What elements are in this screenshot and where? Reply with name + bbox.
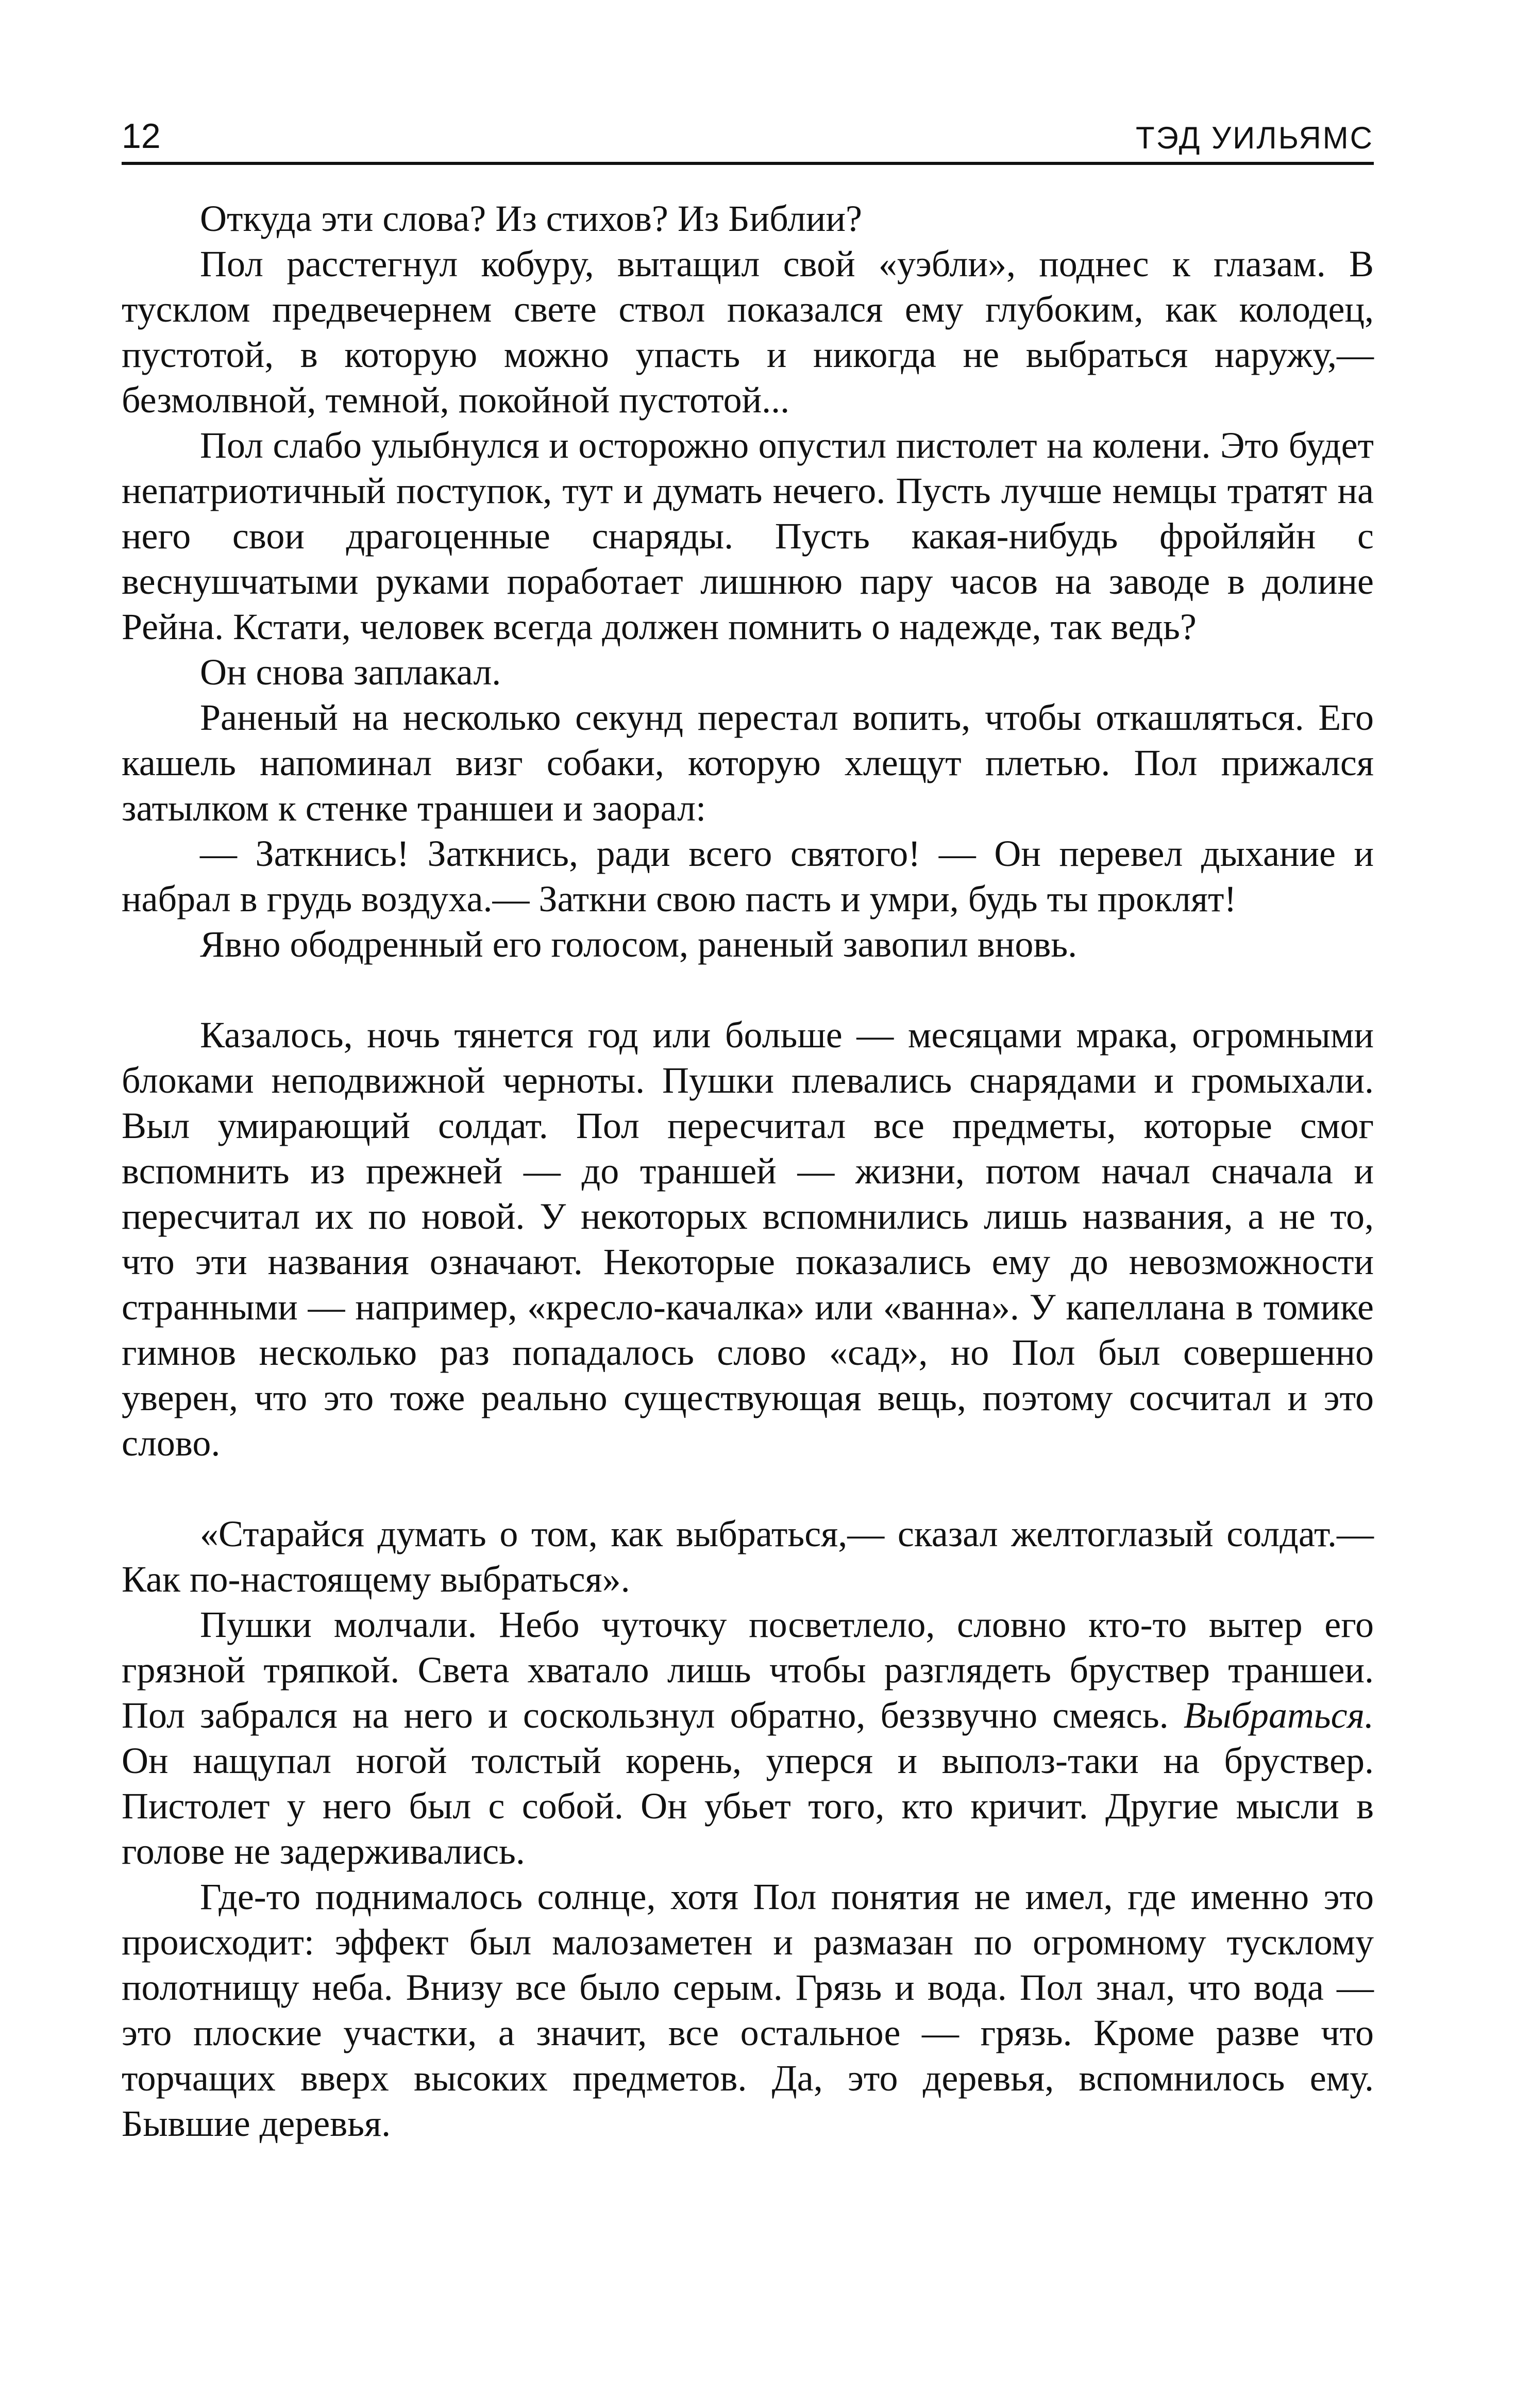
header-rule — [122, 162, 1374, 165]
page-number: 12 — [122, 116, 161, 156]
paragraph: «Старайся думать о том, как выбраться,— сказал желтоглазый солдат.— Как по-настоящему выбраться». — [122, 1513, 1374, 1600]
paragraph: Где-то поднималось солнце, хотя Пол понятия не имел, где именно это происходит: эффект был малозаметен и размазан по огромному тусклому полотнищу неба. Внизу все было серым. Грязь и вода. Пол знал, что вода — это плоские участки, а значит, все остальное — грязь. Кроме разве что торчащих вверх высоких предметов. Да, это деревья, вспомнилось ему. Бывшие деревья. — [122, 1876, 1374, 2144]
paragraph: Явно ободренный его голосом, раненый завопил вновь. — [200, 924, 1078, 965]
page-header — [122, 113, 1374, 165]
paragraph: Откуда эти слова? Из стихов? Из Библии? — [200, 198, 862, 239]
paragraph: Он снова заплакал. — [200, 651, 501, 693]
running-head: ТЭД УИЛЬЯМС — [1135, 121, 1374, 155]
paragraph-text: Пушки молчали. Небо чуточку посветлело, словно кто-то вытер его грязной тряпкой. Света хватало лишь чтобы разглядеть бруствер траншеи. Пол забрался на него и соскользнул обратно, беззвучно смеясь. — [122, 1604, 1374, 1736]
paragraph: — Заткнись! Заткнись, ради всего святого! — Он перевел дыхание и набрал в грудь воздуха.— Заткни свою пасть и умри, будь ты проклят! — [122, 833, 1374, 919]
page-body — [122, 196, 1374, 2146]
paragraph: Казалось, ночь тянется год или больше — месяцами мрака, огромными блоками неподвижной черноты. Пушки плевались снарядами и громыхали. Выл умирающий солдат. Пол пересчитал все предметы, которые смог вспомнить из прежней — до траншей — жизни, потом начал сначала и пересчитал их по новой. У некоторых вспомнились лишь названия, а не то, что эти названия означают. Некоторые показались ему до невозможности странными — например, «кресло-качалка» или «ванна». У капеллана в томике гимнов несколько раз попадалось слово «сад», но Пол был совершенно уверен, что это тоже реально существующая вещь, поэтому сосчитал и это слово. — [122, 1014, 1374, 1464]
emphasis-text: Выбраться. — [1183, 1695, 1374, 1736]
paragraph: Пол расстегнул кобуру, вытащил свой «уэбли», поднес к глазам. В тусклом предвечернем свете ствол показался ему глубоким, как колодец, пустотой, в которую можно упасть и никогда не выбраться наружу,— безмолвной, темной, покойной пустотой... — [122, 243, 1374, 421]
paragraph: Раненый на несколько секунд перестал вопить, чтобы откашляться. Его кашель напоминал визг собаки, которую хлещут плетью. Пол прижался затылком к стенке траншеи и заорал: — [122, 697, 1374, 829]
paragraph — [122, 1602, 1374, 1874]
paragraph: Пол слабо улыбнулся и осторожно опустил пистолет на колени. Это будет непатриотичный поступок, тут и думать нечего. Пусть лучше немцы тратят на него свои драгоценные снаряды. Пусть какая-нибудь фройляйн с веснушчатыми руками поработает лишнюю пару часов на заводе в долине Рейна. Кстати, человек всегда должен помнить о надежде, так ведь? — [122, 425, 1374, 647]
paragraph-text: Он нащупал ногой толстый корень, уперся и выполз-таки на бруствер. Пистолет у него был с собой. Он убьет того, кто кричит. Другие мысли в голове не задерживались. — [122, 1740, 1374, 1872]
